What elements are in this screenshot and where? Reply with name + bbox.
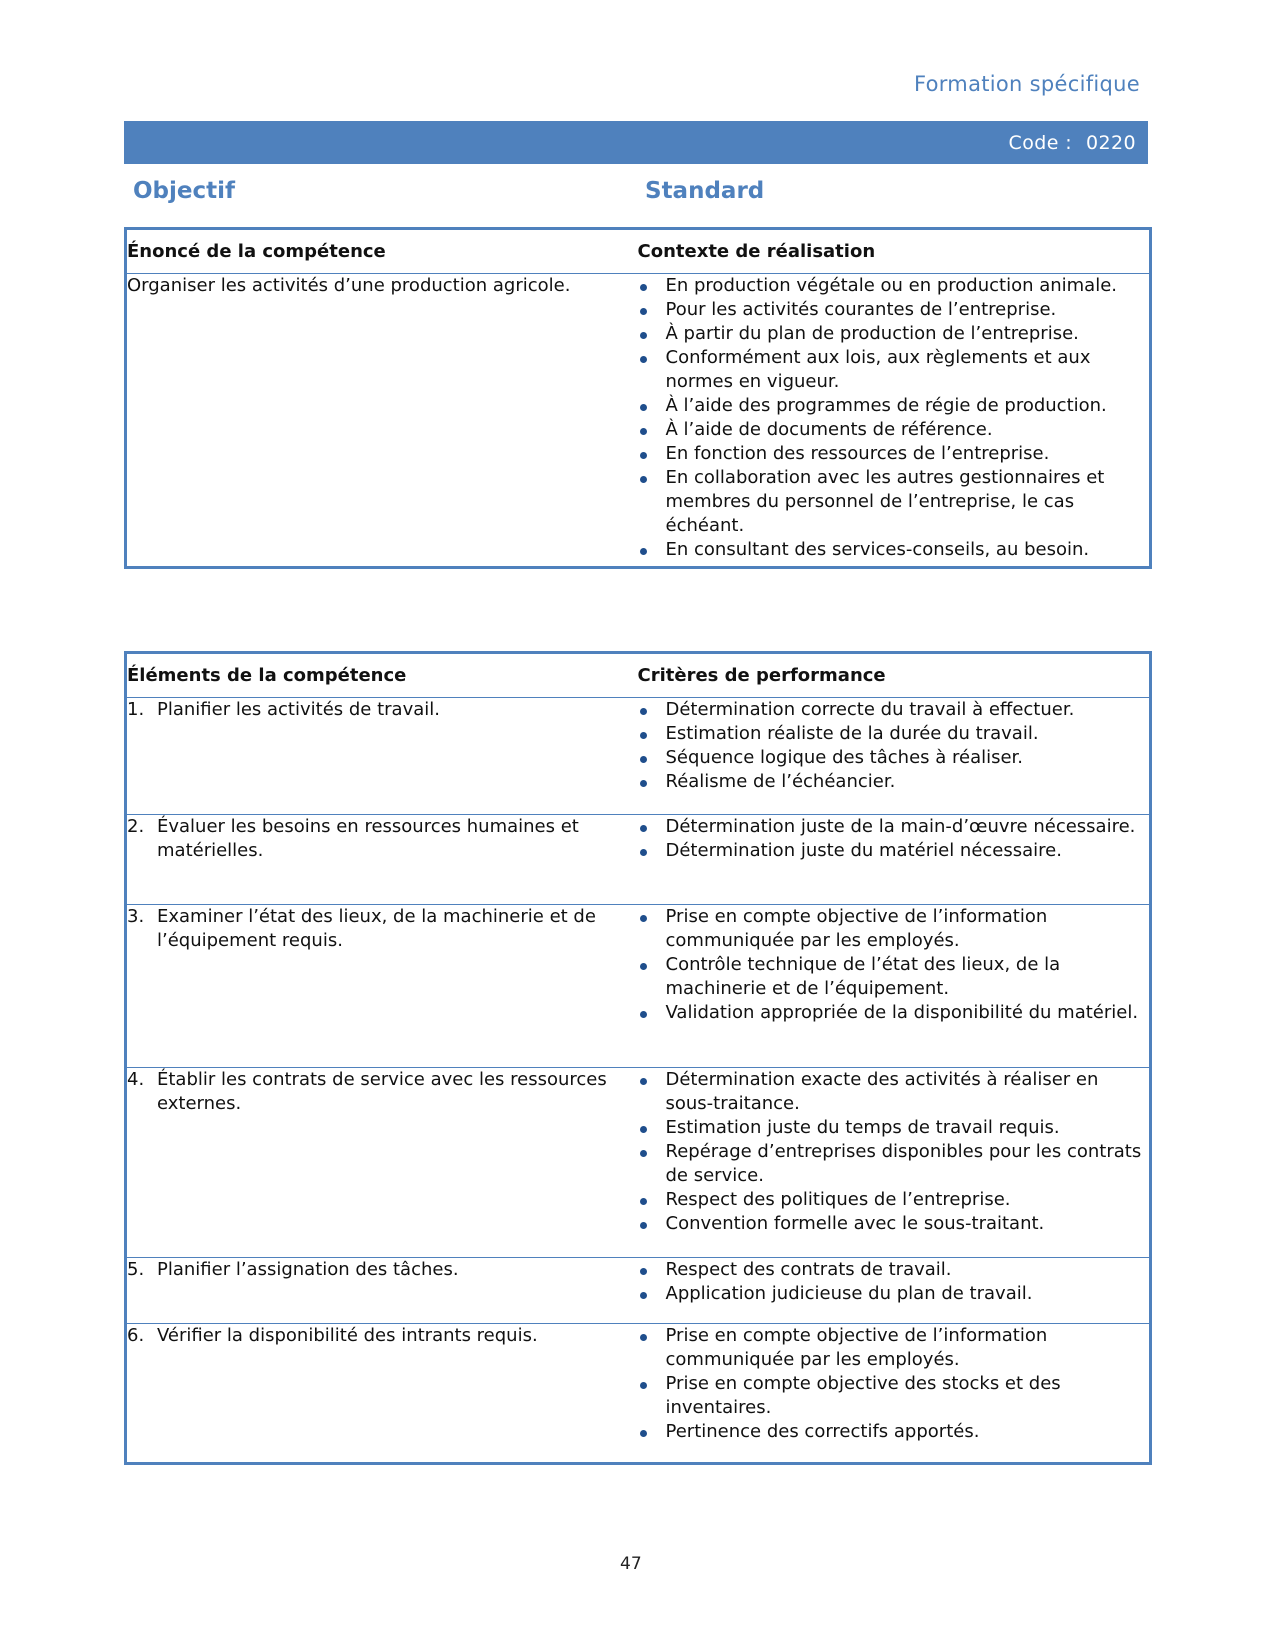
context-item: À partir du plan de production de l’entreprise. — [638, 322, 1150, 346]
context-item: Conformément aux lois, aux règlements et aux normes en vigueur. — [638, 346, 1150, 394]
element-item — [127, 698, 638, 722]
criteria-list — [638, 698, 1150, 794]
criterion-item: Respect des contrats de travail. — [638, 1258, 1150, 1282]
element-cell — [126, 815, 638, 905]
standard-heading: Standard — [645, 178, 765, 204]
table-header-row — [126, 653, 1151, 698]
element-cell — [126, 698, 638, 815]
context-item: En consultant des services-conseils, au besoin. — [638, 538, 1150, 562]
context-list — [638, 274, 1150, 562]
competency-elements-table — [124, 651, 1152, 1465]
element-item — [127, 905, 638, 953]
table-header-row — [126, 229, 1151, 274]
criterion-item: Estimation réaliste de la durée du travail. — [638, 722, 1150, 746]
context-item: À l’aide des programmes de régie de production. — [638, 394, 1150, 418]
criterion-item: Prise en compte objective de l’information communiquée par les employés. — [638, 905, 1150, 953]
context-cell — [638, 274, 1151, 568]
criterion-item: Pertinence des correctifs apportés. — [638, 1420, 1150, 1444]
context-item: Pour les activités courantes de l’entreprise. — [638, 298, 1150, 322]
element-item — [127, 1324, 638, 1348]
criteria-list — [638, 815, 1150, 863]
element-number: 5. — [127, 1259, 145, 1280]
criteria-cell — [638, 815, 1151, 905]
table-row — [126, 815, 1151, 905]
criteria-cell — [638, 1258, 1151, 1324]
element-number: 4. — [127, 1069, 145, 1090]
element-text: Planifier l’assignation des tâches. — [157, 1259, 459, 1280]
criteria-list — [638, 905, 1150, 1025]
code-label: Code : — [1008, 131, 1073, 154]
criterion-item: Détermination juste du matériel nécessaire. — [638, 839, 1150, 863]
element-cell — [126, 905, 638, 1068]
element-item — [127, 815, 638, 863]
criterion-item: Estimation juste du temps de travail requis. — [638, 1116, 1150, 1140]
table-row — [126, 698, 1151, 815]
criteria-list — [638, 1258, 1150, 1306]
page-number: 47 — [620, 1554, 642, 1574]
element-text: Évaluer les besoins en ressources humaines et matérielles. — [157, 816, 579, 861]
criterion-item: Contrôle technique de l’état des lieux, de la machinerie et de l’équipement. — [638, 953, 1150, 1001]
context-header: Contexte de réalisation — [638, 229, 1151, 274]
criterion-item: Validation appropriée de la disponibilité du matériel. — [638, 1001, 1150, 1025]
element-cell — [126, 1258, 638, 1324]
statement-cell — [126, 274, 638, 568]
criterion-item: Respect des politiques de l’entreprise. — [638, 1188, 1150, 1212]
criterion-item: Détermination juste de la main-d’œuvre nécessaire. — [638, 815, 1150, 839]
criterion-item: Convention formelle avec le sous-traitant. — [638, 1212, 1150, 1236]
element-cell — [126, 1324, 638, 1464]
element-text: Planifier les activités de travail. — [157, 699, 440, 720]
element-cell — [126, 1068, 638, 1258]
element-number: 1. — [127, 699, 145, 720]
criterion-item: Séquence logique des tâches à réaliser. — [638, 746, 1150, 770]
criterion-item: Application judicieuse du plan de travail. — [638, 1282, 1150, 1306]
objective-heading: Objectif — [133, 178, 236, 204]
table-row — [126, 1324, 1151, 1464]
table-row — [126, 905, 1151, 1068]
criteria-header: Critères de performance — [638, 653, 1151, 698]
criteria-cell — [638, 1068, 1151, 1258]
code-value: 0220 — [1086, 131, 1136, 154]
competency-statement-table — [124, 227, 1152, 569]
elements-header: Éléments de la compétence — [126, 653, 638, 698]
criterion-item: Repérage d’entreprises disponibles pour les contrats de service. — [638, 1140, 1150, 1188]
element-item — [127, 1258, 638, 1282]
criterion-item: Détermination exacte des activités à réaliser en sous-traitance. — [638, 1068, 1150, 1116]
criteria-cell — [638, 698, 1151, 815]
table-row — [126, 274, 1151, 568]
code-bar — [124, 121, 1148, 164]
criterion-item: Réalisme de l’échéancier. — [638, 770, 1150, 794]
element-text: Établir les contrats de service avec les ressources externes. — [157, 1069, 607, 1114]
context-item: À l’aide de documents de référence. — [638, 418, 1150, 442]
element-number: 6. — [127, 1325, 145, 1346]
context-item: En fonction des ressources de l’entreprise. — [638, 442, 1150, 466]
element-text: Vérifier la disponibilité des intrants requis. — [157, 1325, 538, 1346]
competency-statement: Organiser les activités d’une production agricole. — [127, 275, 571, 296]
criteria-list — [638, 1324, 1150, 1444]
criterion-item: Détermination correcte du travail à effectuer. — [638, 698, 1150, 722]
element-number: 3. — [127, 906, 145, 927]
criterion-item: Prise en compte objective des stocks et des inventaires. — [638, 1372, 1150, 1420]
element-text: Examiner l’état des lieux, de la machinerie et de l’équipement requis. — [157, 906, 596, 951]
table-row — [126, 1258, 1151, 1324]
criteria-list — [638, 1068, 1150, 1236]
element-number: 2. — [127, 816, 145, 837]
context-item: En production végétale ou en production animale. — [638, 274, 1150, 298]
context-item: En collaboration avec les autres gestionnaires et membres du personnel de l’entreprise, le cas échéant. — [638, 466, 1150, 538]
criteria-cell — [638, 1324, 1151, 1464]
running-title: Formation spécifique — [913, 72, 1140, 96]
criterion-item: Prise en compte objective de l’information communiquée par les employés. — [638, 1324, 1150, 1372]
element-item — [127, 1068, 638, 1116]
criteria-cell — [638, 905, 1151, 1068]
elements-body — [126, 698, 1151, 1464]
table-row — [126, 1068, 1151, 1258]
statement-header: Énoncé de la compétence — [126, 229, 638, 274]
